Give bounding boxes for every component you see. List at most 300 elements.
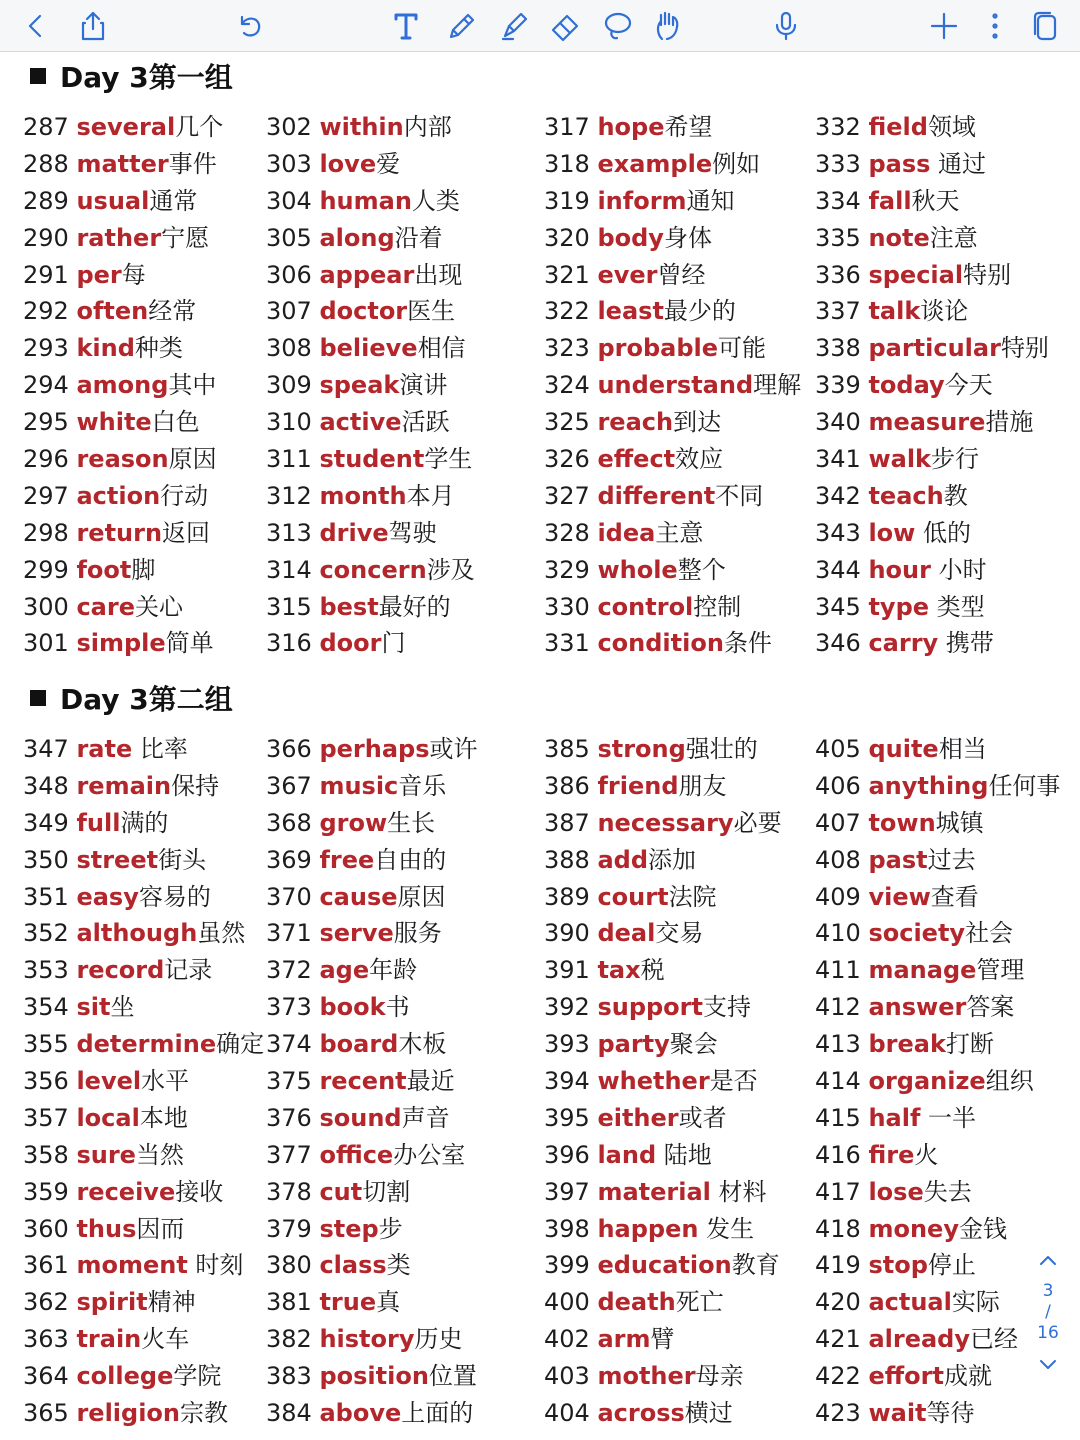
entry-translation: 金钱 xyxy=(958,1214,1007,1243)
vocab-entry xyxy=(266,1100,478,1137)
vocab-entry xyxy=(815,404,1049,441)
vocab-entry xyxy=(266,441,475,478)
entry-translation: 过去 xyxy=(927,845,976,874)
entry-word: ever xyxy=(597,260,658,289)
entry-word: whether xyxy=(597,1067,710,1096)
entry-number: 347 xyxy=(23,735,69,763)
vocab-entry xyxy=(266,478,475,515)
entry-translation: 组织 xyxy=(985,1067,1034,1096)
vocab-entry xyxy=(23,1063,264,1100)
entry-word: office xyxy=(319,1140,394,1169)
entry-number: 339 xyxy=(815,371,861,400)
page-down-chevron-icon[interactable] xyxy=(1030,1344,1066,1384)
entry-translation: 相信 xyxy=(417,334,466,363)
entry-number: 292 xyxy=(23,297,69,326)
vocab-entry xyxy=(815,330,1049,367)
entry-translation: 容易的 xyxy=(138,882,211,911)
entry-translation: 是否 xyxy=(709,1067,758,1096)
entry-translation: 音乐 xyxy=(398,771,447,800)
entry-word: position xyxy=(319,1362,429,1391)
entry-translation: 死亡 xyxy=(675,1288,724,1317)
vocab-entry xyxy=(266,1063,478,1100)
vocab-entry xyxy=(544,1247,782,1284)
vocab-entry xyxy=(544,1174,782,1211)
entry-word: condition xyxy=(597,629,724,658)
entry-translation: 母亲 xyxy=(695,1362,744,1391)
add-icon[interactable] xyxy=(922,4,966,48)
entry-number: 354 xyxy=(23,993,69,1022)
entry-translation: 聚会 xyxy=(669,1030,718,1059)
entry-word: simple xyxy=(76,629,166,658)
section-heading-1 xyxy=(30,54,233,98)
entry-number: 352 xyxy=(23,919,69,948)
entry-translation: 材料 xyxy=(710,1177,767,1206)
entry-word: strong xyxy=(597,735,686,763)
entry-translation: 上面的 xyxy=(401,1399,474,1428)
vocab-entry xyxy=(266,1247,478,1284)
entry-number: 310 xyxy=(266,408,312,437)
entry-translation: 法院 xyxy=(668,882,717,911)
entry-word: court xyxy=(597,882,669,911)
entry-translation: 税 xyxy=(640,956,665,985)
entry-word: body xyxy=(597,223,664,252)
entry-word: although xyxy=(76,919,198,948)
share-icon[interactable] xyxy=(71,4,115,48)
entry-number: 411 xyxy=(815,956,861,985)
entry-number: 345 xyxy=(815,592,861,621)
entry-translation: 水平 xyxy=(141,1067,190,1096)
entry-number: 380 xyxy=(266,1251,312,1280)
entry-number: 365 xyxy=(23,1399,69,1428)
entry-number: 398 xyxy=(544,1214,590,1243)
vocab-entry xyxy=(266,915,478,952)
entry-word: walk xyxy=(868,445,932,474)
entry-translation: 教 xyxy=(943,481,968,510)
entry-translation: 城镇 xyxy=(935,808,984,837)
vocab-entry xyxy=(815,1284,1060,1321)
entry-translation: 学院 xyxy=(173,1362,222,1391)
vocab-entry xyxy=(544,915,782,952)
entry-translation: 强壮的 xyxy=(685,735,758,763)
entry-word: full xyxy=(76,808,121,837)
entry-translation: 坐 xyxy=(110,993,135,1022)
entry-translation: 其中 xyxy=(168,371,217,400)
entry-translation: 涉及 xyxy=(426,555,475,584)
entry-number: 383 xyxy=(266,1362,312,1391)
word-column xyxy=(266,109,475,662)
undo-icon[interactable] xyxy=(228,4,272,48)
vocab-entry xyxy=(266,552,475,589)
entry-number: 344 xyxy=(815,555,861,584)
entry-word: speak xyxy=(319,371,400,400)
word-column xyxy=(23,731,264,1432)
entry-word: answer xyxy=(868,993,967,1022)
vocab-entry xyxy=(544,625,801,662)
entry-number: 403 xyxy=(544,1362,590,1391)
vocab-entry xyxy=(544,220,801,257)
word-column xyxy=(544,731,782,1432)
entry-translation: 朋友 xyxy=(678,771,727,800)
vocab-entry xyxy=(266,330,475,367)
entry-word: foot xyxy=(76,555,132,584)
entry-word: hope xyxy=(597,113,665,141)
vocab-entry xyxy=(23,1100,264,1137)
entry-word: white xyxy=(76,408,152,437)
current-page-number: 3 xyxy=(1042,1281,1054,1301)
vocab-entry xyxy=(266,952,478,989)
entry-word: care xyxy=(76,592,135,621)
entry-number: 321 xyxy=(544,260,590,289)
entry-number: 318 xyxy=(544,149,590,178)
entry-word: support xyxy=(597,993,703,1022)
entry-word: cause xyxy=(319,882,398,911)
entry-translation: 失去 xyxy=(923,1177,972,1206)
vocab-entry xyxy=(266,220,475,257)
vocab-entry xyxy=(544,478,801,515)
entry-translation: 最近 xyxy=(406,1067,455,1096)
entry-number: 384 xyxy=(266,1399,312,1428)
text-tool-icon[interactable] xyxy=(384,4,428,48)
entry-word: across xyxy=(597,1399,685,1428)
entry-translation: 希望 xyxy=(664,113,713,141)
vocab-entry xyxy=(815,257,1049,294)
entry-translation: 经常 xyxy=(148,297,197,326)
entry-number: 346 xyxy=(815,629,861,658)
word-column xyxy=(815,731,1060,1432)
more-icon[interactable] xyxy=(973,4,1017,48)
vocab-entry xyxy=(266,1211,478,1248)
vocab-entry xyxy=(815,109,1049,146)
entry-number: 350 xyxy=(23,845,69,874)
vocab-entry xyxy=(266,367,475,404)
entry-number: 377 xyxy=(266,1140,312,1169)
microphone-icon[interactable] xyxy=(764,4,808,48)
square-bullet-icon xyxy=(30,690,46,706)
entry-translation: 年龄 xyxy=(369,956,418,985)
entry-translation: 人类 xyxy=(411,186,460,215)
entry-word: love xyxy=(319,149,377,178)
entry-number: 418 xyxy=(815,1214,861,1243)
entry-translation: 满的 xyxy=(120,808,169,837)
entry-number: 331 xyxy=(544,629,590,658)
entry-translation: 虽然 xyxy=(197,919,246,948)
entry-translation: 类型 xyxy=(929,592,985,621)
vocab-entry xyxy=(266,1026,478,1063)
entry-number: 294 xyxy=(23,371,69,400)
lasso-icon[interactable] xyxy=(595,4,639,48)
entry-word: manage xyxy=(868,956,977,985)
vocab-entry xyxy=(23,1358,264,1395)
entry-translation: 停止 xyxy=(927,1251,976,1280)
vocab-entry xyxy=(815,589,1049,626)
page-up-chevron-icon[interactable] xyxy=(1030,1240,1066,1280)
entry-word: rather xyxy=(76,223,162,252)
entry-translation: 低的 xyxy=(915,518,971,547)
entry-number: 397 xyxy=(544,1177,590,1206)
entry-word: fall xyxy=(868,186,912,215)
entry-translation: 当然 xyxy=(135,1140,184,1169)
vocab-entry xyxy=(815,1211,1060,1248)
entry-number: 291 xyxy=(23,260,69,289)
entry-translation: 白色 xyxy=(151,408,200,437)
entry-number: 340 xyxy=(815,408,861,437)
entry-number: 415 xyxy=(815,1103,861,1132)
vocab-entry xyxy=(815,1063,1060,1100)
entry-translation: 或者 xyxy=(678,1103,727,1132)
vocab-entry xyxy=(266,1284,478,1321)
vocab-entry xyxy=(266,293,475,330)
vocab-entry xyxy=(23,478,223,515)
vocab-entry xyxy=(266,146,475,183)
entry-word: remain xyxy=(76,771,172,800)
vocab-entry xyxy=(266,589,475,626)
entry-number: 305 xyxy=(266,223,312,252)
entry-number: 375 xyxy=(266,1067,312,1096)
vocab-entry xyxy=(544,146,801,183)
entry-number: 328 xyxy=(544,518,590,547)
entry-number: 364 xyxy=(23,1362,69,1391)
entry-translation: 自由的 xyxy=(374,845,447,874)
vocab-entry xyxy=(815,1358,1060,1395)
vocab-entry xyxy=(544,1063,782,1100)
vocab-entry xyxy=(815,1026,1060,1063)
entry-translation: 爱 xyxy=(376,149,401,178)
entry-word: measure xyxy=(868,408,986,437)
entry-word: local xyxy=(76,1103,140,1132)
entry-word: matter xyxy=(76,149,169,178)
page-separator: / xyxy=(1045,1302,1051,1322)
entry-number: 394 xyxy=(544,1067,590,1096)
vocab-entry xyxy=(266,1358,478,1395)
entry-word: per xyxy=(76,260,122,289)
entry-translation: 本月 xyxy=(406,481,455,510)
entry-translation: 打断 xyxy=(945,1030,994,1059)
entry-translation: 火车 xyxy=(141,1325,190,1354)
square-bullet-icon xyxy=(30,68,46,84)
vocab-entry xyxy=(815,731,1060,768)
vocab-entry xyxy=(266,768,478,805)
entry-number: 295 xyxy=(23,408,69,437)
vocab-entry xyxy=(815,515,1049,552)
entry-number: 301 xyxy=(23,629,69,658)
vocab-entry xyxy=(23,625,223,662)
vocab-entry xyxy=(23,404,223,441)
entry-translation: 或许 xyxy=(429,735,478,763)
entry-word: train xyxy=(76,1325,142,1354)
pages-icon[interactable] xyxy=(1023,4,1067,48)
entry-word: quite xyxy=(868,735,939,763)
entry-number: 369 xyxy=(266,845,312,874)
entry-translation: 简单 xyxy=(165,629,214,658)
entry-number: 413 xyxy=(815,1030,861,1059)
entry-translation: 整个 xyxy=(677,555,726,584)
entry-number: 417 xyxy=(815,1177,861,1206)
vocab-entry xyxy=(23,915,264,952)
entry-word: appear xyxy=(319,260,415,289)
entry-number: 341 xyxy=(815,445,861,474)
entry-translation: 演讲 xyxy=(399,371,448,400)
entry-translation: 声音 xyxy=(401,1103,450,1132)
entry-word: active xyxy=(319,408,402,437)
vocab-entry xyxy=(266,109,475,146)
entry-translation: 医生 xyxy=(407,297,456,326)
entry-translation: 到达 xyxy=(673,408,722,437)
vocab-entry xyxy=(544,1100,782,1137)
entry-word: reach xyxy=(597,408,674,437)
entry-word: perhaps xyxy=(319,735,430,763)
word-column xyxy=(544,109,801,662)
entry-word: class xyxy=(319,1251,387,1280)
entry-translation: 保持 xyxy=(171,771,220,800)
entry-number: 402 xyxy=(544,1325,590,1354)
entry-translation: 教育 xyxy=(731,1251,780,1280)
entry-number: 388 xyxy=(544,845,590,874)
entry-number: 296 xyxy=(23,445,69,474)
entry-translation: 等待 xyxy=(926,1399,975,1428)
entry-word: reason xyxy=(76,445,169,474)
entry-translation: 切割 xyxy=(362,1177,411,1206)
entry-word: board xyxy=(319,1030,399,1059)
vocab-entry xyxy=(23,1321,264,1358)
entry-word: wait xyxy=(868,1399,927,1428)
entry-translation: 臂 xyxy=(650,1325,675,1354)
entry-word: understand xyxy=(597,371,754,400)
vocab-entry xyxy=(544,183,801,220)
vocab-entry xyxy=(544,805,782,842)
vocab-entry xyxy=(266,879,478,916)
entry-translation: 最少的 xyxy=(663,297,736,326)
entry-number: 423 xyxy=(815,1399,861,1428)
entry-word: different xyxy=(597,481,716,510)
entry-word: recent xyxy=(319,1067,407,1096)
entry-word: sit xyxy=(76,993,111,1022)
vocab-entry xyxy=(544,330,801,367)
entry-translation: 谈论 xyxy=(920,297,969,326)
entry-number: 327 xyxy=(544,481,590,510)
entry-number: 360 xyxy=(23,1214,69,1243)
entry-translation: 历史 xyxy=(414,1325,463,1354)
entry-number: 300 xyxy=(23,592,69,621)
entry-word: usual xyxy=(76,186,150,215)
hand-icon[interactable] xyxy=(646,4,690,48)
entry-number: 382 xyxy=(266,1325,312,1354)
entry-translation: 注意 xyxy=(929,223,978,252)
entry-word: receive xyxy=(76,1177,176,1206)
entry-word: several xyxy=(76,113,176,141)
entry-translation: 通常 xyxy=(149,186,198,215)
entry-translation: 原因 xyxy=(168,445,217,474)
vocab-entry xyxy=(544,1026,782,1063)
vocab-entry xyxy=(544,879,782,916)
entry-word: society xyxy=(868,919,966,948)
word-column xyxy=(815,109,1049,662)
entry-translation: 查看 xyxy=(930,882,979,911)
entry-number: 349 xyxy=(23,808,69,837)
entry-translation: 关心 xyxy=(135,592,183,621)
entry-translation: 成就 xyxy=(943,1362,992,1391)
entry-number: 379 xyxy=(266,1214,312,1243)
entry-number: 386 xyxy=(544,771,590,800)
entry-word: determine xyxy=(76,1030,217,1059)
entry-number: 323 xyxy=(544,334,590,363)
entry-word: music xyxy=(319,771,399,800)
vocab-entry xyxy=(23,109,223,146)
pencil-icon[interactable] xyxy=(440,4,484,48)
entry-word: often xyxy=(76,297,149,326)
entry-translation: 已经 xyxy=(970,1325,1019,1354)
entry-translation: 活跃 xyxy=(401,408,450,437)
entry-number: 371 xyxy=(266,919,312,948)
vocab-entry xyxy=(544,1137,782,1174)
entry-word: hour xyxy=(868,555,931,584)
vocab-entry xyxy=(266,404,475,441)
entry-number: 303 xyxy=(266,149,312,178)
entry-translation: 街头 xyxy=(158,845,207,874)
vocab-entry xyxy=(23,257,223,294)
highlighter-icon[interactable] xyxy=(492,4,536,48)
entry-translation: 必要 xyxy=(733,808,782,837)
vocab-entry xyxy=(266,1137,478,1174)
entry-translation: 任何事 xyxy=(988,771,1061,800)
entry-word: among xyxy=(76,371,169,400)
vocab-entry xyxy=(23,220,223,257)
toolbar xyxy=(0,0,1080,52)
vocab-entry xyxy=(815,879,1060,916)
vocab-entry xyxy=(23,1284,264,1321)
entry-number: 293 xyxy=(23,334,69,363)
entry-translation: 支持 xyxy=(702,993,751,1022)
vocab-entry xyxy=(544,552,801,589)
vocab-entry xyxy=(23,1174,264,1211)
entry-number: 317 xyxy=(544,113,590,141)
entry-translation: 每 xyxy=(121,260,146,289)
entry-word: land xyxy=(597,1140,657,1169)
vocab-entry xyxy=(266,731,478,768)
entry-number: 287 xyxy=(23,113,69,141)
entry-word: inform xyxy=(597,186,687,215)
back-icon[interactable] xyxy=(14,4,58,48)
entry-word: mother xyxy=(597,1362,696,1391)
entry-number: 366 xyxy=(266,735,312,763)
eraser-icon[interactable] xyxy=(543,4,587,48)
entry-word: sound xyxy=(319,1103,402,1132)
entry-translation: 比率 xyxy=(132,735,188,763)
entry-translation: 答案 xyxy=(966,993,1015,1022)
entry-translation: 返回 xyxy=(162,518,211,547)
vocab-entry xyxy=(544,1395,782,1432)
entry-translation: 时刻 xyxy=(187,1251,244,1280)
entry-word: add xyxy=(597,845,649,874)
vocab-entry xyxy=(23,1137,264,1174)
entry-translation: 添加 xyxy=(648,845,697,874)
vocab-entry xyxy=(544,768,782,805)
entry-translation: 本地 xyxy=(139,1103,188,1132)
vocab-entry xyxy=(23,879,264,916)
vocab-entry xyxy=(815,441,1049,478)
word-column xyxy=(266,731,478,1432)
vocab-entry xyxy=(23,552,223,589)
entry-translation: 最好的 xyxy=(378,592,451,621)
entry-translation: 位置 xyxy=(428,1362,477,1391)
entry-word: view xyxy=(868,882,931,911)
vocab-entry xyxy=(544,842,782,879)
entry-word: return xyxy=(76,518,163,547)
entry-translation: 社会 xyxy=(965,919,1014,948)
entry-word: field xyxy=(868,113,928,141)
entry-translation: 相当 xyxy=(938,735,987,763)
entry-number: 399 xyxy=(544,1251,590,1280)
entry-word: material xyxy=(597,1177,711,1206)
